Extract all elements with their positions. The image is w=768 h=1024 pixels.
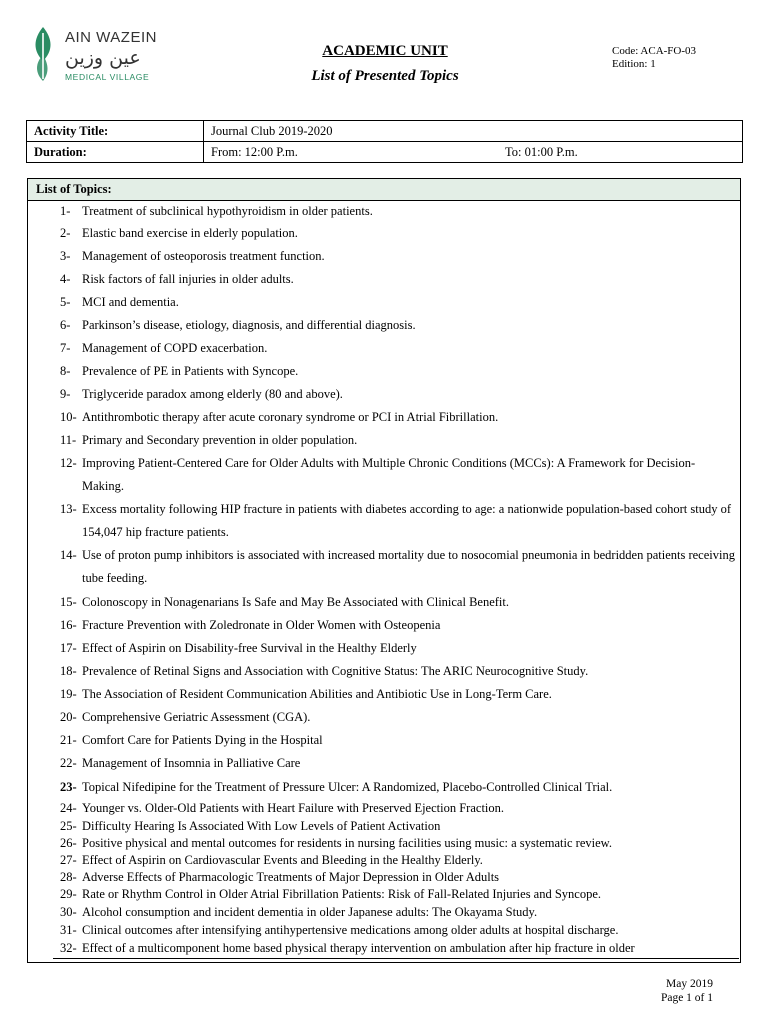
topic-item [60, 752, 736, 775]
topic-item [60, 337, 736, 360]
topic-item [60, 776, 736, 799]
activity-info-table [26, 120, 743, 163]
footer-date: May 2019 [666, 978, 713, 990]
topic-number: 6- [60, 318, 71, 332]
page-title: ACADEMIC UNIT [322, 43, 448, 59]
topic-text: Excess mortality following HIP fracture in patients with diabetes according to age: a nationwide population-based cohort study of 154,047 hip fracture patients. [82, 502, 732, 539]
topic-text: Fracture Prevention with Zoledronate in Older Women with Osteopenia [82, 618, 441, 632]
topic-number: 5- [60, 295, 71, 309]
topic-number: 23- [60, 780, 77, 794]
topic-text: The Association of Resident Communication Abilities and Antibiotic Use in Long-Term Care. [82, 687, 552, 701]
topic-item [60, 869, 736, 886]
topic-number: 12- [60, 456, 77, 470]
activity-row [27, 121, 743, 142]
topic-item [60, 268, 736, 291]
topic-text: Elastic band exercise in elderly population. [82, 226, 298, 240]
topic-text: Effect of Aspirin on Disability-free Survival in the Healthy Elderly [82, 641, 417, 655]
topic-number: 30- [60, 905, 77, 919]
topic-item [60, 818, 736, 835]
topic-item [60, 222, 736, 245]
duration-label: Duration: [27, 142, 204, 163]
topic-item [60, 886, 736, 903]
topic-number: 15- [60, 595, 77, 609]
topic-item [60, 800, 736, 817]
topic-text: Younger vs. Older-Old Patients with Heart Failure with Preserved Ejection Fraction. [82, 801, 505, 815]
topic-text: Parkinson’s disease, etiology, diagnosis, and differential diagnosis. [82, 318, 416, 332]
topic-text: Difficulty Hearing Is Associated With Low Levels of Patient Activation [82, 819, 441, 833]
topic-number: 28- [60, 870, 77, 884]
topic-item [60, 360, 736, 383]
topics-header: List of Topics: [28, 179, 740, 201]
topic-item [60, 452, 736, 498]
topic-item [60, 852, 736, 869]
topic-item [60, 940, 736, 957]
topic-item [60, 544, 736, 590]
logo-name-ar: عين وزين [65, 47, 141, 69]
topic-item [60, 729, 736, 752]
topic-number: 4- [60, 272, 71, 286]
logo [27, 25, 187, 85]
topic-text: Comfort Care for Patients Dying in the Hospital [82, 733, 323, 747]
page-subtitle: List of Presented Topics [311, 68, 459, 84]
form-edition: Edition: 1 [612, 58, 656, 70]
topic-number: 26- [60, 836, 77, 850]
topic-number: 24- [60, 801, 77, 815]
topic-item [60, 406, 736, 429]
topic-text: Adverse Effects of Pharmacologic Treatments of Major Depression in Older Adults [82, 870, 500, 884]
topic-text: Treatment of subclinical hypothyroidism in older patients. [82, 204, 373, 218]
topic-number: 20- [60, 710, 77, 724]
footer-page-number: Page 1 of 1 [660, 992, 713, 1004]
duration-to: To: 01:00 P.m. [505, 145, 578, 159]
topic-item [60, 683, 736, 706]
topic-text: Improving Patient-Centered Care for Older Adults with Multiple Chronic Conditions (MCCs): A Framework for Decision-Making. [82, 456, 696, 493]
topic-item [60, 498, 736, 544]
bottom-rule [53, 958, 739, 959]
topic-item [60, 591, 736, 614]
topic-text: Colonoscopy in Nonagenarians Is Safe and May Be Associated with Clinical Benefit. [82, 595, 509, 609]
topic-text: Prevalence of Retinal Signs and Association with Cognitive Status: The ARIC Neurocognitive Study. [82, 664, 589, 678]
duration-from: From: 12:00 P.m. [211, 145, 298, 159]
topic-number: 7- [60, 341, 71, 355]
topic-text: Comprehensive Geriatric Assessment (CGA). [82, 710, 311, 724]
topic-text: Risk factors of fall injuries in older adults. [82, 272, 294, 286]
topic-item [60, 200, 736, 223]
topic-item [60, 706, 736, 729]
topic-number: 1- [60, 204, 71, 218]
form-code: Code: ACA-FO-03 [612, 45, 697, 57]
topic-text: Topical Nifedipine for the Treatment of Pressure Ulcer: A Randomized, Placebo-Controlled Clinical Trial. [82, 780, 613, 794]
topic-text: Antithrombotic therapy after acute coronary syndrome or PCI in Atrial Fibrillation. [82, 410, 499, 424]
topic-text: Use of proton pump inhibitors is associated with increased mortality due to nosocomial pneumonia in bedridden patients receiving tube feeding. [82, 548, 735, 585]
topic-item [60, 314, 736, 337]
topic-number: 10- [60, 410, 77, 424]
activity-label: Activity Title: [27, 121, 204, 142]
topic-number: 31- [60, 923, 77, 937]
topic-number: 21- [60, 733, 77, 747]
topic-item [60, 660, 736, 683]
topic-text: Alcohol consumption and incident dementia in older Japanese adults: The Okayama Study. [82, 905, 538, 919]
activity-value: Journal Club 2019-2020 [204, 121, 743, 142]
topic-text: Prevalence of PE in Patients with Syncope. [82, 364, 299, 378]
topic-number: 11- [60, 433, 77, 447]
duration-row [27, 142, 743, 163]
topic-number: 17- [60, 641, 77, 655]
topic-item [60, 429, 736, 452]
topic-number: 2- [60, 226, 71, 240]
topic-number: 3- [60, 249, 71, 263]
topic-text: Effect of Aspirin on Cardiovascular Events and Bleeding in the Healthy Elderly. [82, 853, 483, 867]
topic-number: 25- [60, 819, 77, 833]
topic-item [60, 637, 736, 660]
topic-text: MCI and dementia. [82, 295, 179, 309]
duration-cell [204, 142, 743, 163]
topic-item [60, 245, 736, 268]
topic-number: 32- [60, 941, 77, 955]
topic-text: Management of COPD exacerbation. [82, 341, 268, 355]
topic-text: Management of osteoporosis treatment function. [82, 249, 325, 263]
topics-box [27, 178, 741, 963]
topic-number: 18- [60, 664, 77, 678]
leaf-logo-icon [27, 25, 59, 83]
topic-text: Primary and Secondary prevention in older population. [82, 433, 358, 447]
topic-item [60, 904, 736, 921]
topic-number: 13- [60, 502, 77, 516]
topic-item [60, 383, 736, 406]
topic-text: Triglyceride paradox among elderly (80 and above). [82, 387, 343, 401]
topic-number: 8- [60, 364, 71, 378]
topic-text: Management of Insomnia in Palliative Care [82, 756, 301, 770]
topic-item [60, 922, 736, 939]
logo-subtitle: MEDICAL VILLAGE [65, 72, 150, 82]
topic-number: 14- [60, 548, 77, 562]
topic-text: Rate or Rhythm Control in Older Atrial Fibrillation Patients: Risk of Fall-Related Injuries and Syncope. [82, 887, 602, 901]
topic-text: Positive physical and mental outcomes for residents in nursing facilities using music: a systematic review. [82, 836, 612, 850]
topic-number: 9- [60, 387, 71, 401]
topic-item [60, 835, 736, 852]
topic-number: 29- [60, 887, 77, 901]
topic-number: 19- [60, 687, 77, 701]
topic-number: 27- [60, 853, 77, 867]
topic-text: Clinical outcomes after intensifying antihypertensive medications among older adults at hospital discharge. [82, 923, 619, 937]
topic-number: 22- [60, 756, 77, 770]
logo-name-en: AIN WAZEIN [65, 29, 157, 46]
topic-number: 16- [60, 618, 77, 632]
topic-text: Effect of a multicomponent home based physical therapy intervention on ambulation after hip fracture in older [82, 941, 635, 955]
topic-item [60, 614, 736, 637]
topic-item [60, 291, 736, 314]
